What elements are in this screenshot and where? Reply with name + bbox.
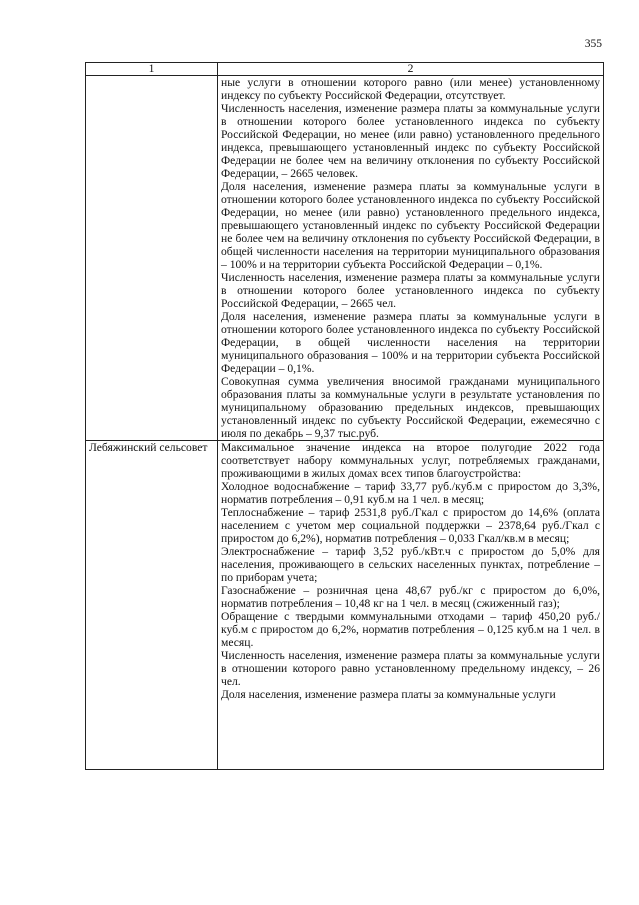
column-header-1: 1	[86, 63, 218, 76]
paragraph: Доля населения, изменение размера платы за коммунальные услуги	[221, 688, 556, 701]
description-cell	[218, 441, 604, 770]
paragraph: Теплоснабжение – тариф 2531,8 руб./Гкал с приростом до 14,6% (оплата населением с учетом мер социальной поддержки – 2378,64 руб./Гкал с приростом до 6,2%), норматив потребления – 0,033 Гкал/кв.м в месяц;	[221, 506, 600, 545]
table-header-row	[86, 63, 604, 76]
table-row	[86, 76, 604, 441]
paragraph: Газоснабжение – розничная цена 48,67 руб./кг с приростом до 6,0%, норматив потребления – 10,48 кг на 1 чел. в месяц (сжиженный газ);	[221, 584, 600, 610]
page-number: 355	[584, 38, 602, 50]
paragraph: Доля населения, изменение размера платы за коммунальные услуги в отношении которого более установленного индекса по субъекту Российской Федерации, но менее (или равно) установленного предельного индекса, превышающего установленный индекс по субъекту Российской Федерации не более чем на величину отклонения по субъекту Российской Федерации, в общей численности населения на территории муниципального образования – 100% и на территории субъекта Российской Федерации – 0,1%.	[221, 180, 600, 271]
indices-table	[85, 62, 604, 770]
paragraph: Численность населения, изменение размера платы за коммунальные услуги в отношении которого более установленного индекса по субъекту Российской Федерации, – 2665 чел.	[221, 271, 600, 310]
paragraph: Численность населения, изменение размера платы за коммунальные услуги в отношении которого более установленного индекса по субъекту Российской Федерации, но менее (или равно) установленного предельного индекса, превышающего установленный индекс по субъекту Российской Федерации не более чем на величину отклонения по субъекту Российской Федерации, – 2665 человек.	[221, 102, 600, 180]
paragraph: Холодное водоснабжение – тариф 33,77 руб./куб.м с приростом до 3,3%, норматив потребления – 0,91 куб.м на 1 чел. в месяц;	[221, 480, 600, 506]
paragraph: Доля населения, изменение размера платы за коммунальные услуги в отношении которого более установленного индекса по субъекту Российской Федерации, в общей численности населения на территории муниципального образования – 100% и на территории субъекта Российской Федерации – 0,1%.	[221, 310, 600, 375]
paragraph: Максимальное значение индекса на второе полугодие 2022 года соответствует набору коммунальных услуг, потребляемых гражданами, проживающими в жилых домах всех типов благоустройства:	[221, 441, 600, 480]
description-cell	[218, 76, 604, 441]
paragraph: ные услуги в отношении которого равно (или менее) установленному индексу по субъекту Российской Федерации, отсутствует.	[221, 76, 600, 102]
paragraph: Обращение с твердыми коммунальными отходами – тариф 450,20 руб./куб.м с приростом до 6,2%, норматив потребления – 0,125 куб.м на 1 чел. в месяц.	[221, 610, 600, 649]
column-header-2: 2	[218, 63, 604, 76]
paragraph: Совокупная сумма увеличения вносимой гражданами муниципального образования платы за коммунальные услуги в результате установления по муниципальному образованию предельных индексов, превышающих установленный индекс по субъекту Российской Федерации, ежемесячно с июля по декабрь – 9,37 тыс.руб.	[221, 375, 600, 440]
paragraph: Численность населения, изменение размера платы за коммунальные услуги в отношении которого равно установленному предельному индексу, – 26 чел.	[221, 649, 600, 688]
municipality-cell: Лебяжинский сельсовет	[86, 441, 218, 770]
paragraph: Электроснабжение – тариф 3,52 руб./кВт.ч с приростом до 5,0% для населения, проживающего в сельских населенных пунктах, потребление – по приборам учета;	[221, 545, 600, 584]
municipality-cell	[86, 76, 218, 441]
table-row	[86, 441, 604, 770]
